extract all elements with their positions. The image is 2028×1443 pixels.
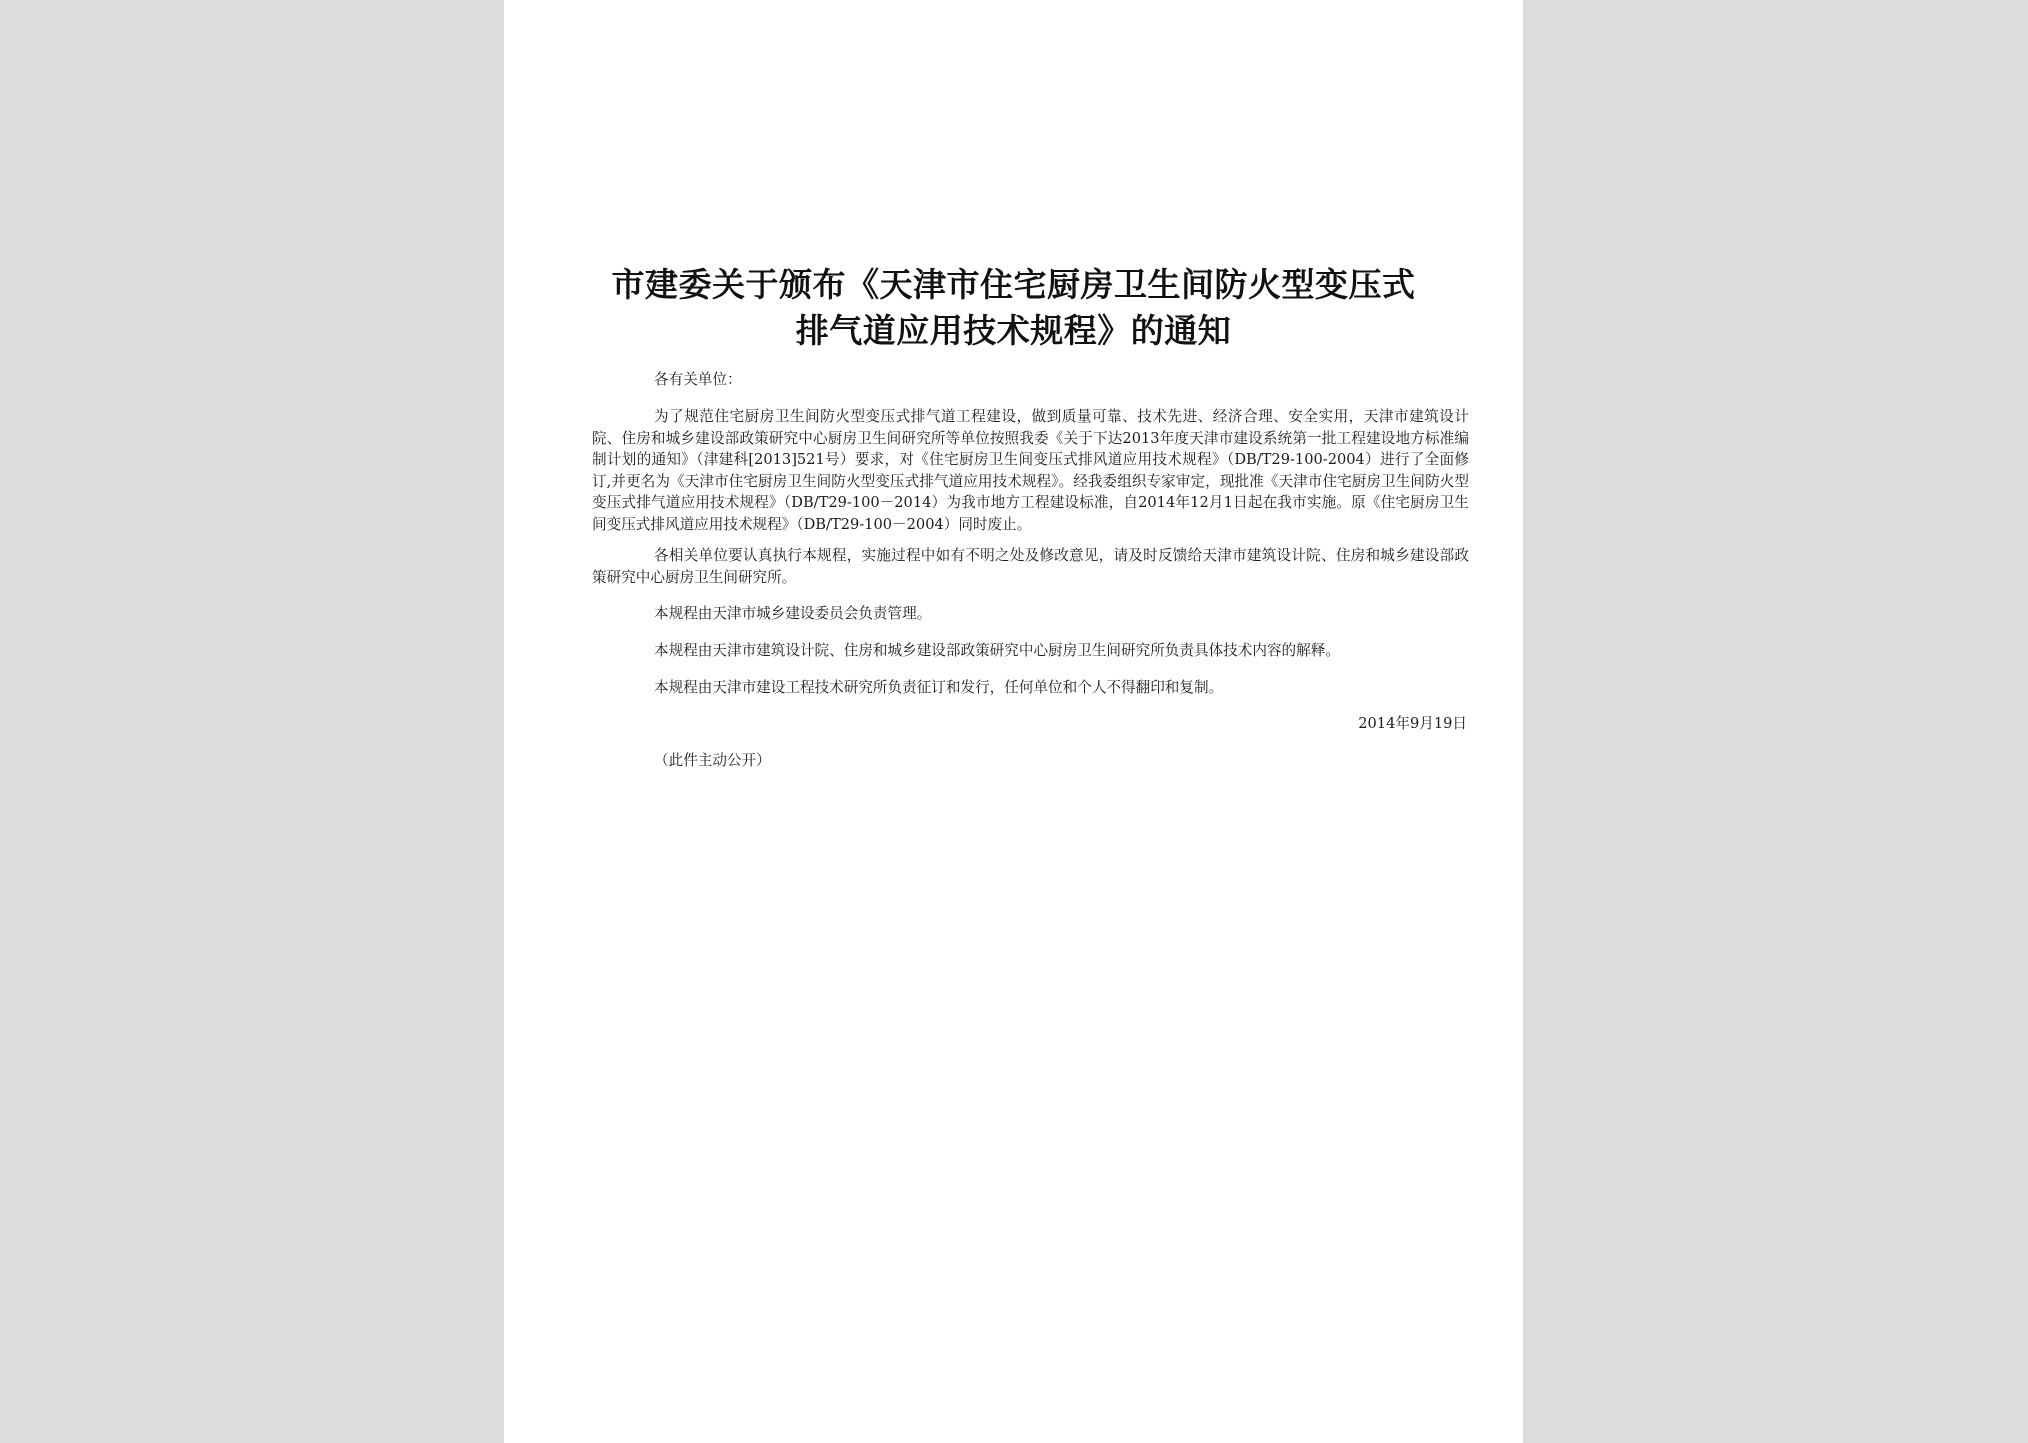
salutation: 各有关单位： <box>654 371 742 388</box>
paragraph-4: 本规程由天津市建筑设计院、住房和城乡建设部政策研究中心厨房卫生间研究所负责具体技术内容的解释。 <box>654 642 1340 659</box>
document-page <box>504 0 1523 1443</box>
issue-date: 2014年9月19日 <box>1358 715 1467 732</box>
title-line-1: 市建委关于颁布《天津市住宅厨房卫生间防火型变压式 <box>611 265 1416 304</box>
paragraph-3: 本规程由天津市城乡建设委员会负责管理。 <box>654 605 932 622</box>
title-line-2: 排气道应用技术规程》的通知 <box>795 311 1232 350</box>
document-title <box>544 262 1483 354</box>
paragraph-5: 本规程由天津市建设工程技术研究所负责征订和发行，任何单位和个人不得翻印和复制。 <box>654 679 1224 696</box>
paragraph-1: 为了规范住宅厨房卫生间防火型变压式排气道工程建设，做到质量可靠、技术先进、经济合理、安全实用，天津市建筑设计院、住房和城乡建设部政策研究中心厨房卫生间研究所等单位按照我委《关于下达2013年度天津市建设系统第一批工程建设地方标准编制计划的通知》（津建科[2013]521号）要求，对《住宅厨房卫生间变压式排风道应用技术规程》（DB/T29-100-2004）进行了全面修订,并更名为《天津市住宅厨房卫生间防火型变压式排气道应用技术规程》。经我委组织专家审定，现批准《天津市住宅厨房卫生间防火型变压式排气道应用技术规程》（DB/T29-100－2014）为我市地方工程建设标准，自2014年12月1日起在我市实施。原《住宅厨房卫生间变压式排风道应用技术规程》（DB/T29-100－2004）同时废止。 <box>592 408 1469 533</box>
paragraph-2: 各相关单位要认真执行本规程，实施过程中如有不明之处及修改意见，请及时反馈给天津市建筑设计院、住房和城乡建设部政策研究中心厨房卫生间研究所。 <box>592 547 1469 586</box>
disclosure-note: （此件主动公开） <box>654 752 771 769</box>
